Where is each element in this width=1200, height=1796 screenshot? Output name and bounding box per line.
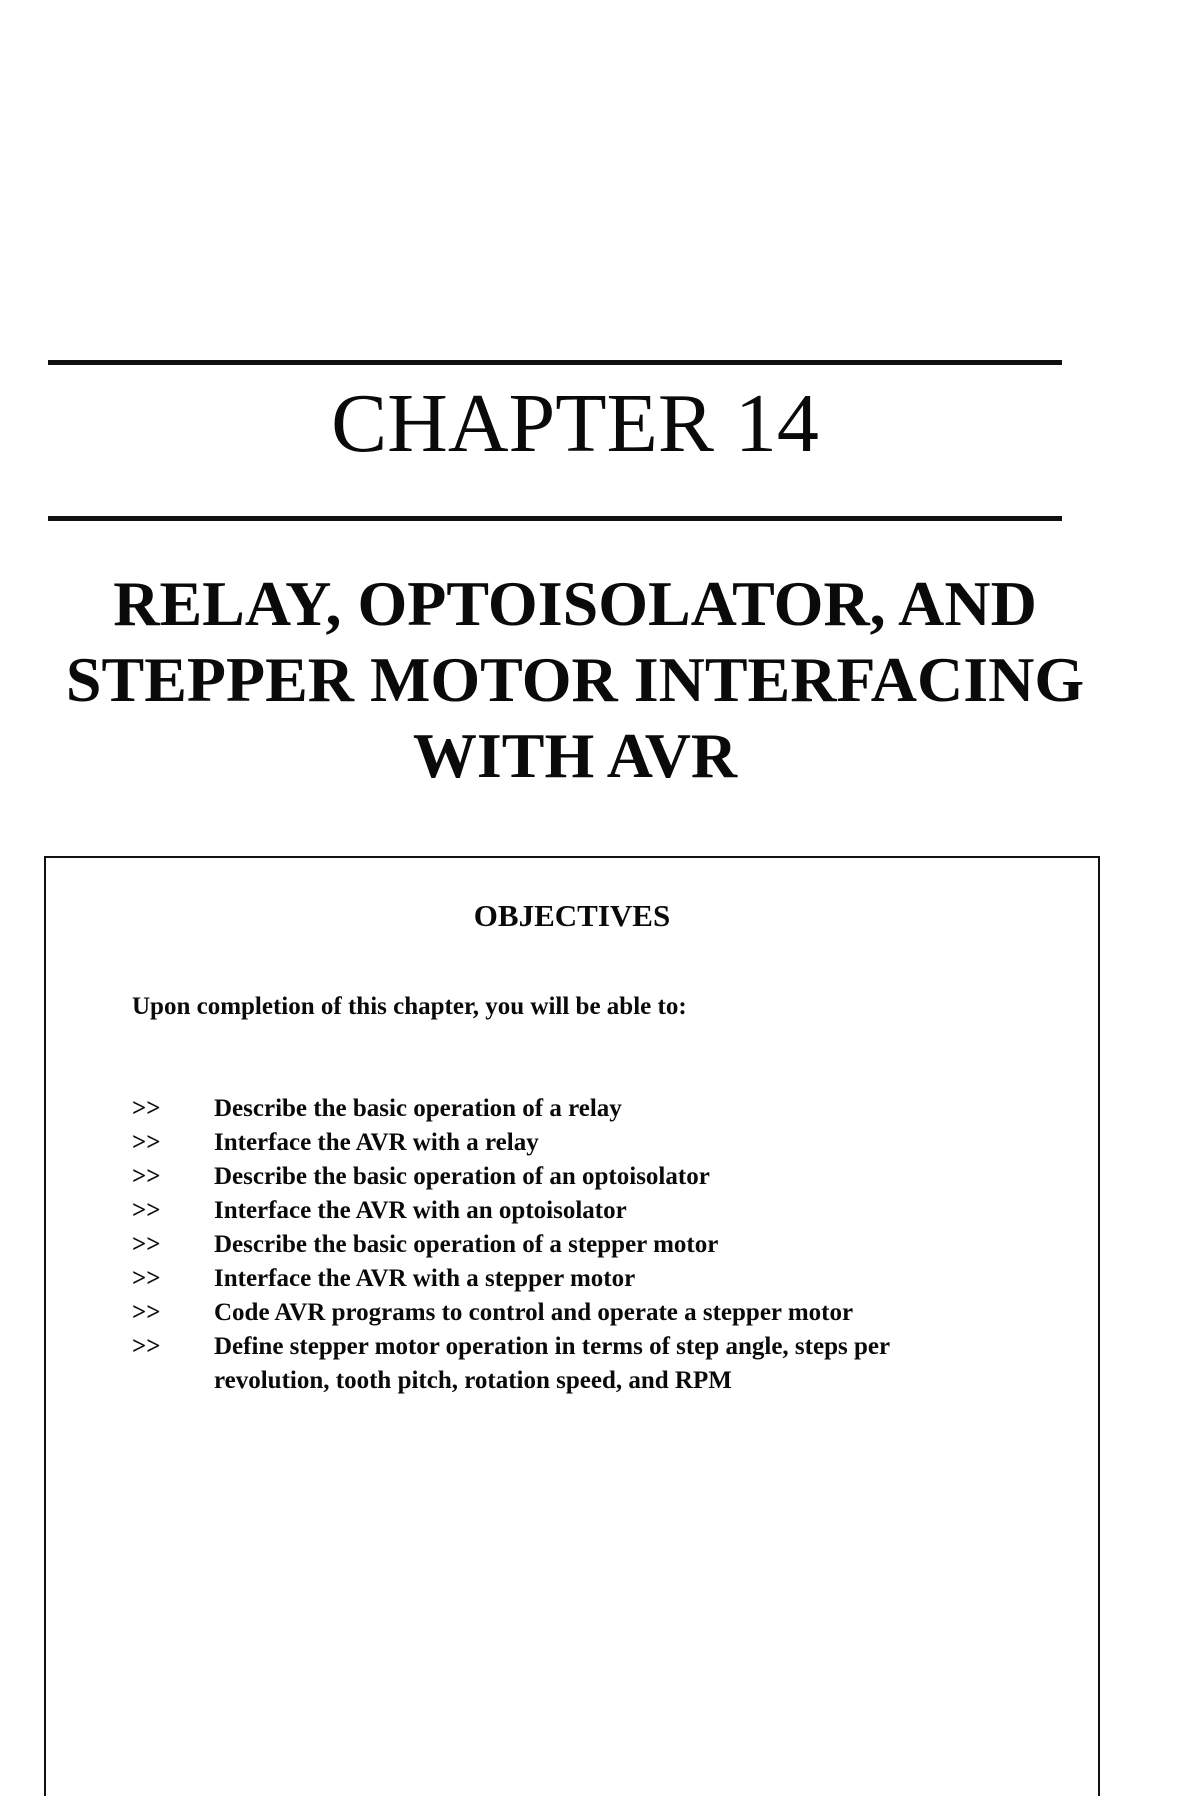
chapter-title-line: WITH AVR [412,720,738,791]
objective-text: Code AVR programs to control and operate a stepper motor [214,1299,854,1326]
bullet-marker: >> [132,1095,161,1122]
bullet-marker: >> [132,1231,161,1258]
objective-text: Interface the AVR with a relay [214,1129,539,1156]
chapter-title-line: STEPPER MOTOR INTERFACING [65,644,1085,715]
chapter-title [0,566,1150,794]
objective-item [132,1160,974,1194]
objectives-heading: OBJECTIVES [473,898,671,933]
objective-text: Describe the basic operation of a stepper motor [214,1231,719,1258]
objectives-box [44,856,1100,1796]
bullet-marker: >> [132,1333,161,1360]
objective-list [132,1092,974,1398]
objective-text: Interface the AVR with an optoisolator [214,1197,627,1224]
objective-item [132,1092,974,1126]
chapter-heading: CHAPTER 14 [331,377,819,470]
top-rule [48,360,1062,365]
objective-item [132,1194,974,1228]
bullet-marker: >> [132,1197,161,1224]
bullet-marker: >> [132,1163,161,1190]
bullet-marker: >> [132,1265,161,1292]
objective-item [132,1330,974,1398]
objective-text: Describe the basic operation of an optoisolator [214,1163,710,1190]
objective-item [132,1262,974,1296]
objective-text: Define stepper motor operation in terms of step angle, steps per revolution, tooth pitch, rotation speed, and RPM [214,1333,890,1394]
objective-item [132,1296,974,1330]
bottom-rule [48,516,1062,521]
objective-text: Describe the basic operation of a relay [214,1095,622,1122]
bullet-marker: >> [132,1129,161,1156]
bullet-marker: >> [132,1299,161,1326]
objective-item [132,1228,974,1262]
objectives-intro: Upon completion of this chapter, you will be able to: [132,993,687,1020]
chapter-title-line: RELAY, OPTOISOLATOR, AND [113,568,1037,639]
objective-text: Interface the AVR with a stepper motor [214,1265,636,1292]
objective-item [132,1126,974,1160]
